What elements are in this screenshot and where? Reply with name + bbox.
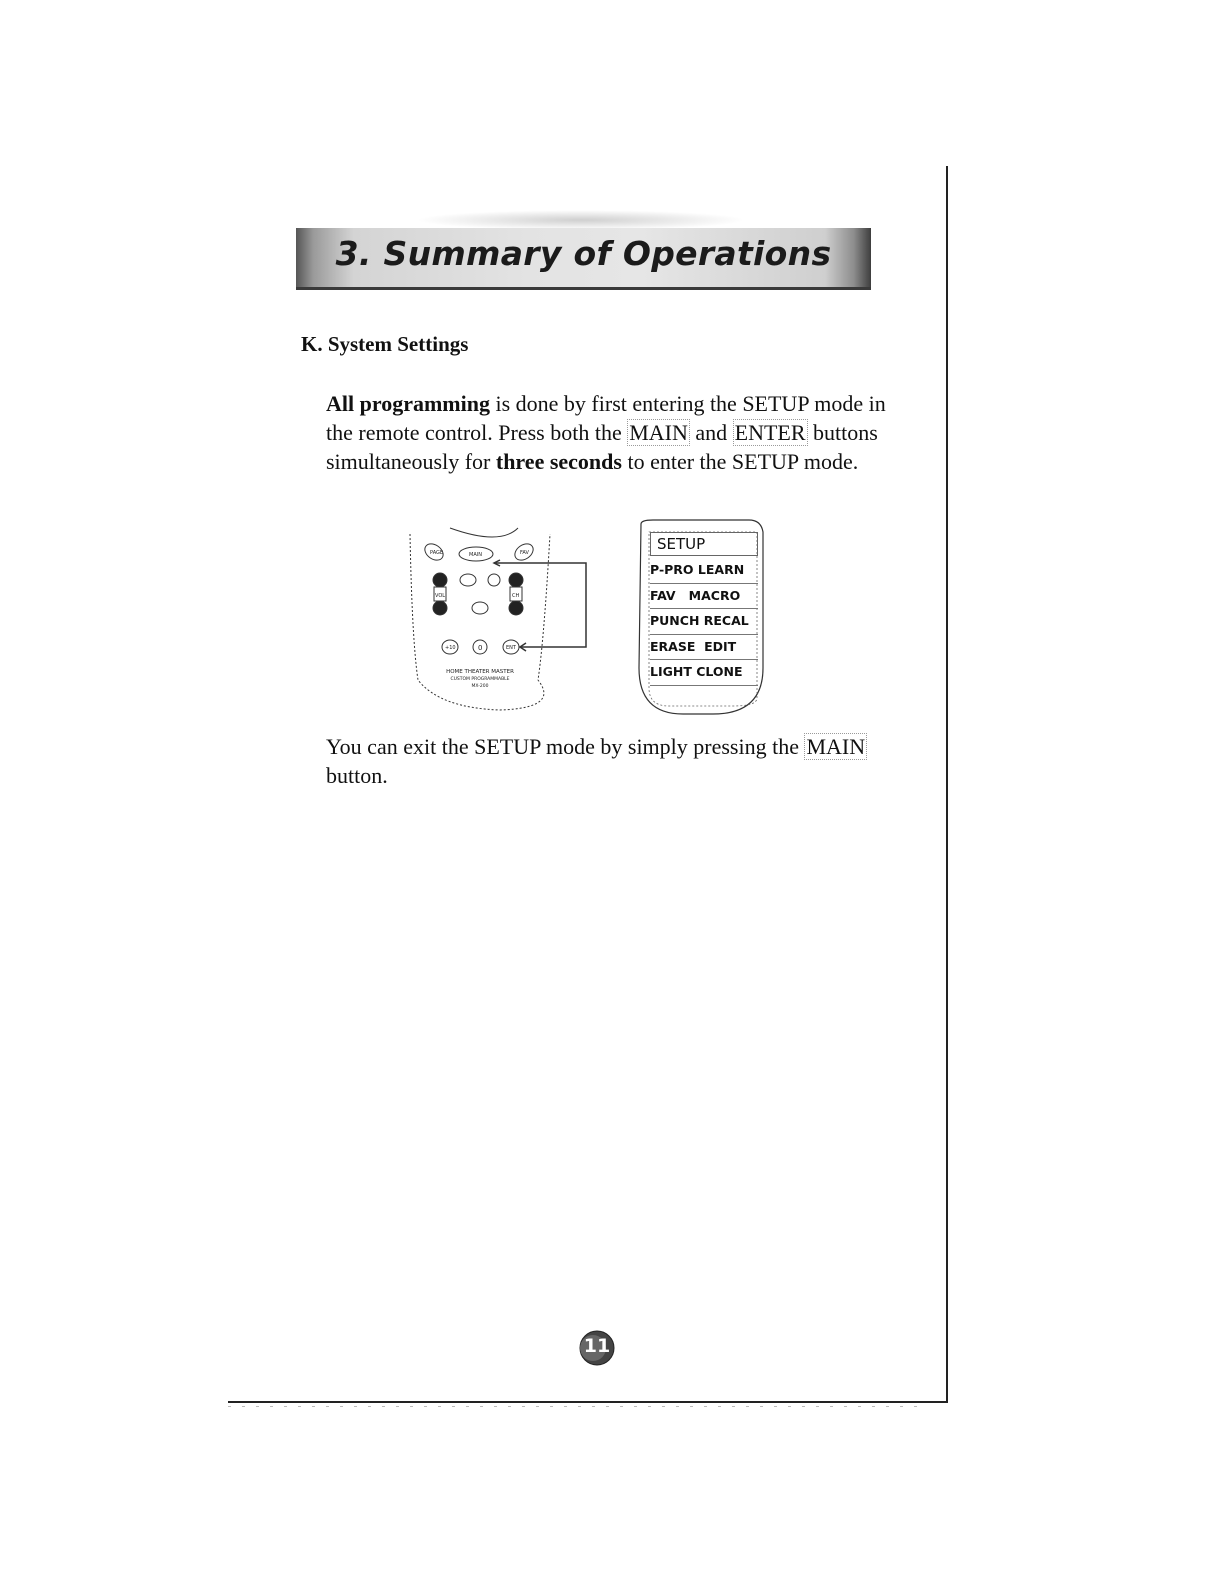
enter-label: ENT [506,645,516,651]
connector-line [494,563,586,647]
main-button-ref-2: MAIN [806,734,866,759]
fav-label: FAV [520,550,529,556]
brand-line-2: CUSTOM PROGRAMMABLE [450,677,510,682]
bold-duration: three seconds [495,449,622,474]
lcd-line-punch-recal: PUNCH RECAL [650,609,758,635]
page-frame-right-rule [946,166,948,1402]
brand-line-3: MX-200 [471,684,489,689]
plus10-label: +10 [445,645,456,651]
remote-top-curve [450,528,518,537]
intro-text-b: and [689,420,733,445]
intro-text-a: is done by first entering the SETUP mode in the remote control. Press both the [326,391,886,445]
info-button-icon [460,574,476,586]
outro-paragraph [326,732,886,790]
page-frame-bottom-rule [228,1401,948,1403]
intro-text-d: to enter the SETUP mode. [621,449,859,474]
banner-haze [416,210,746,230]
lcd-line-pro-learn: P-PRO LEARN [650,558,758,584]
ch-up-icon [509,573,523,587]
brand-line-1: HOME THEATER MASTER [446,669,514,675]
scan-noise-line [228,1406,928,1407]
main-label: MAIN [469,552,482,558]
main-button-ref: MAIN [629,420,688,445]
section-heading: K. System Settings [301,332,469,356]
vol-up-icon [433,573,447,587]
chapter-title: 3. Summary of Operations [335,234,832,273]
vol-label: VOL [435,593,446,599]
page-number: 11 [583,1335,611,1357]
chapter-banner [296,228,871,290]
lcd-line-erase-edit: ERASE EDIT [650,635,758,661]
preview-button-icon [488,574,500,586]
bold-lead: All programming [326,391,490,416]
vol-down-icon [433,601,447,615]
lcd-line-light-clone: LIGHT CLONE [650,660,758,686]
lcd-line-fav-macro: FAV MACRO [650,584,758,610]
zero-label: 0 [478,644,483,652]
intro-text-c: buttons simultaneously for [326,420,878,474]
intro-paragraph [326,389,886,476]
enter-button-ref: ENTER [734,420,806,445]
outro-text-b: button. [326,763,388,788]
lcd-line-setup: SETUP [650,532,758,556]
outro-text-a: You can exit the SETUP mode by simply pressing the [326,734,805,759]
page-label: PAGE [430,550,444,556]
remote-control-illustration [400,520,600,720]
lcd-menu [650,532,758,686]
ch-down-icon [509,601,523,615]
mute-button-icon [472,602,488,614]
ch-label: CH [512,593,520,599]
